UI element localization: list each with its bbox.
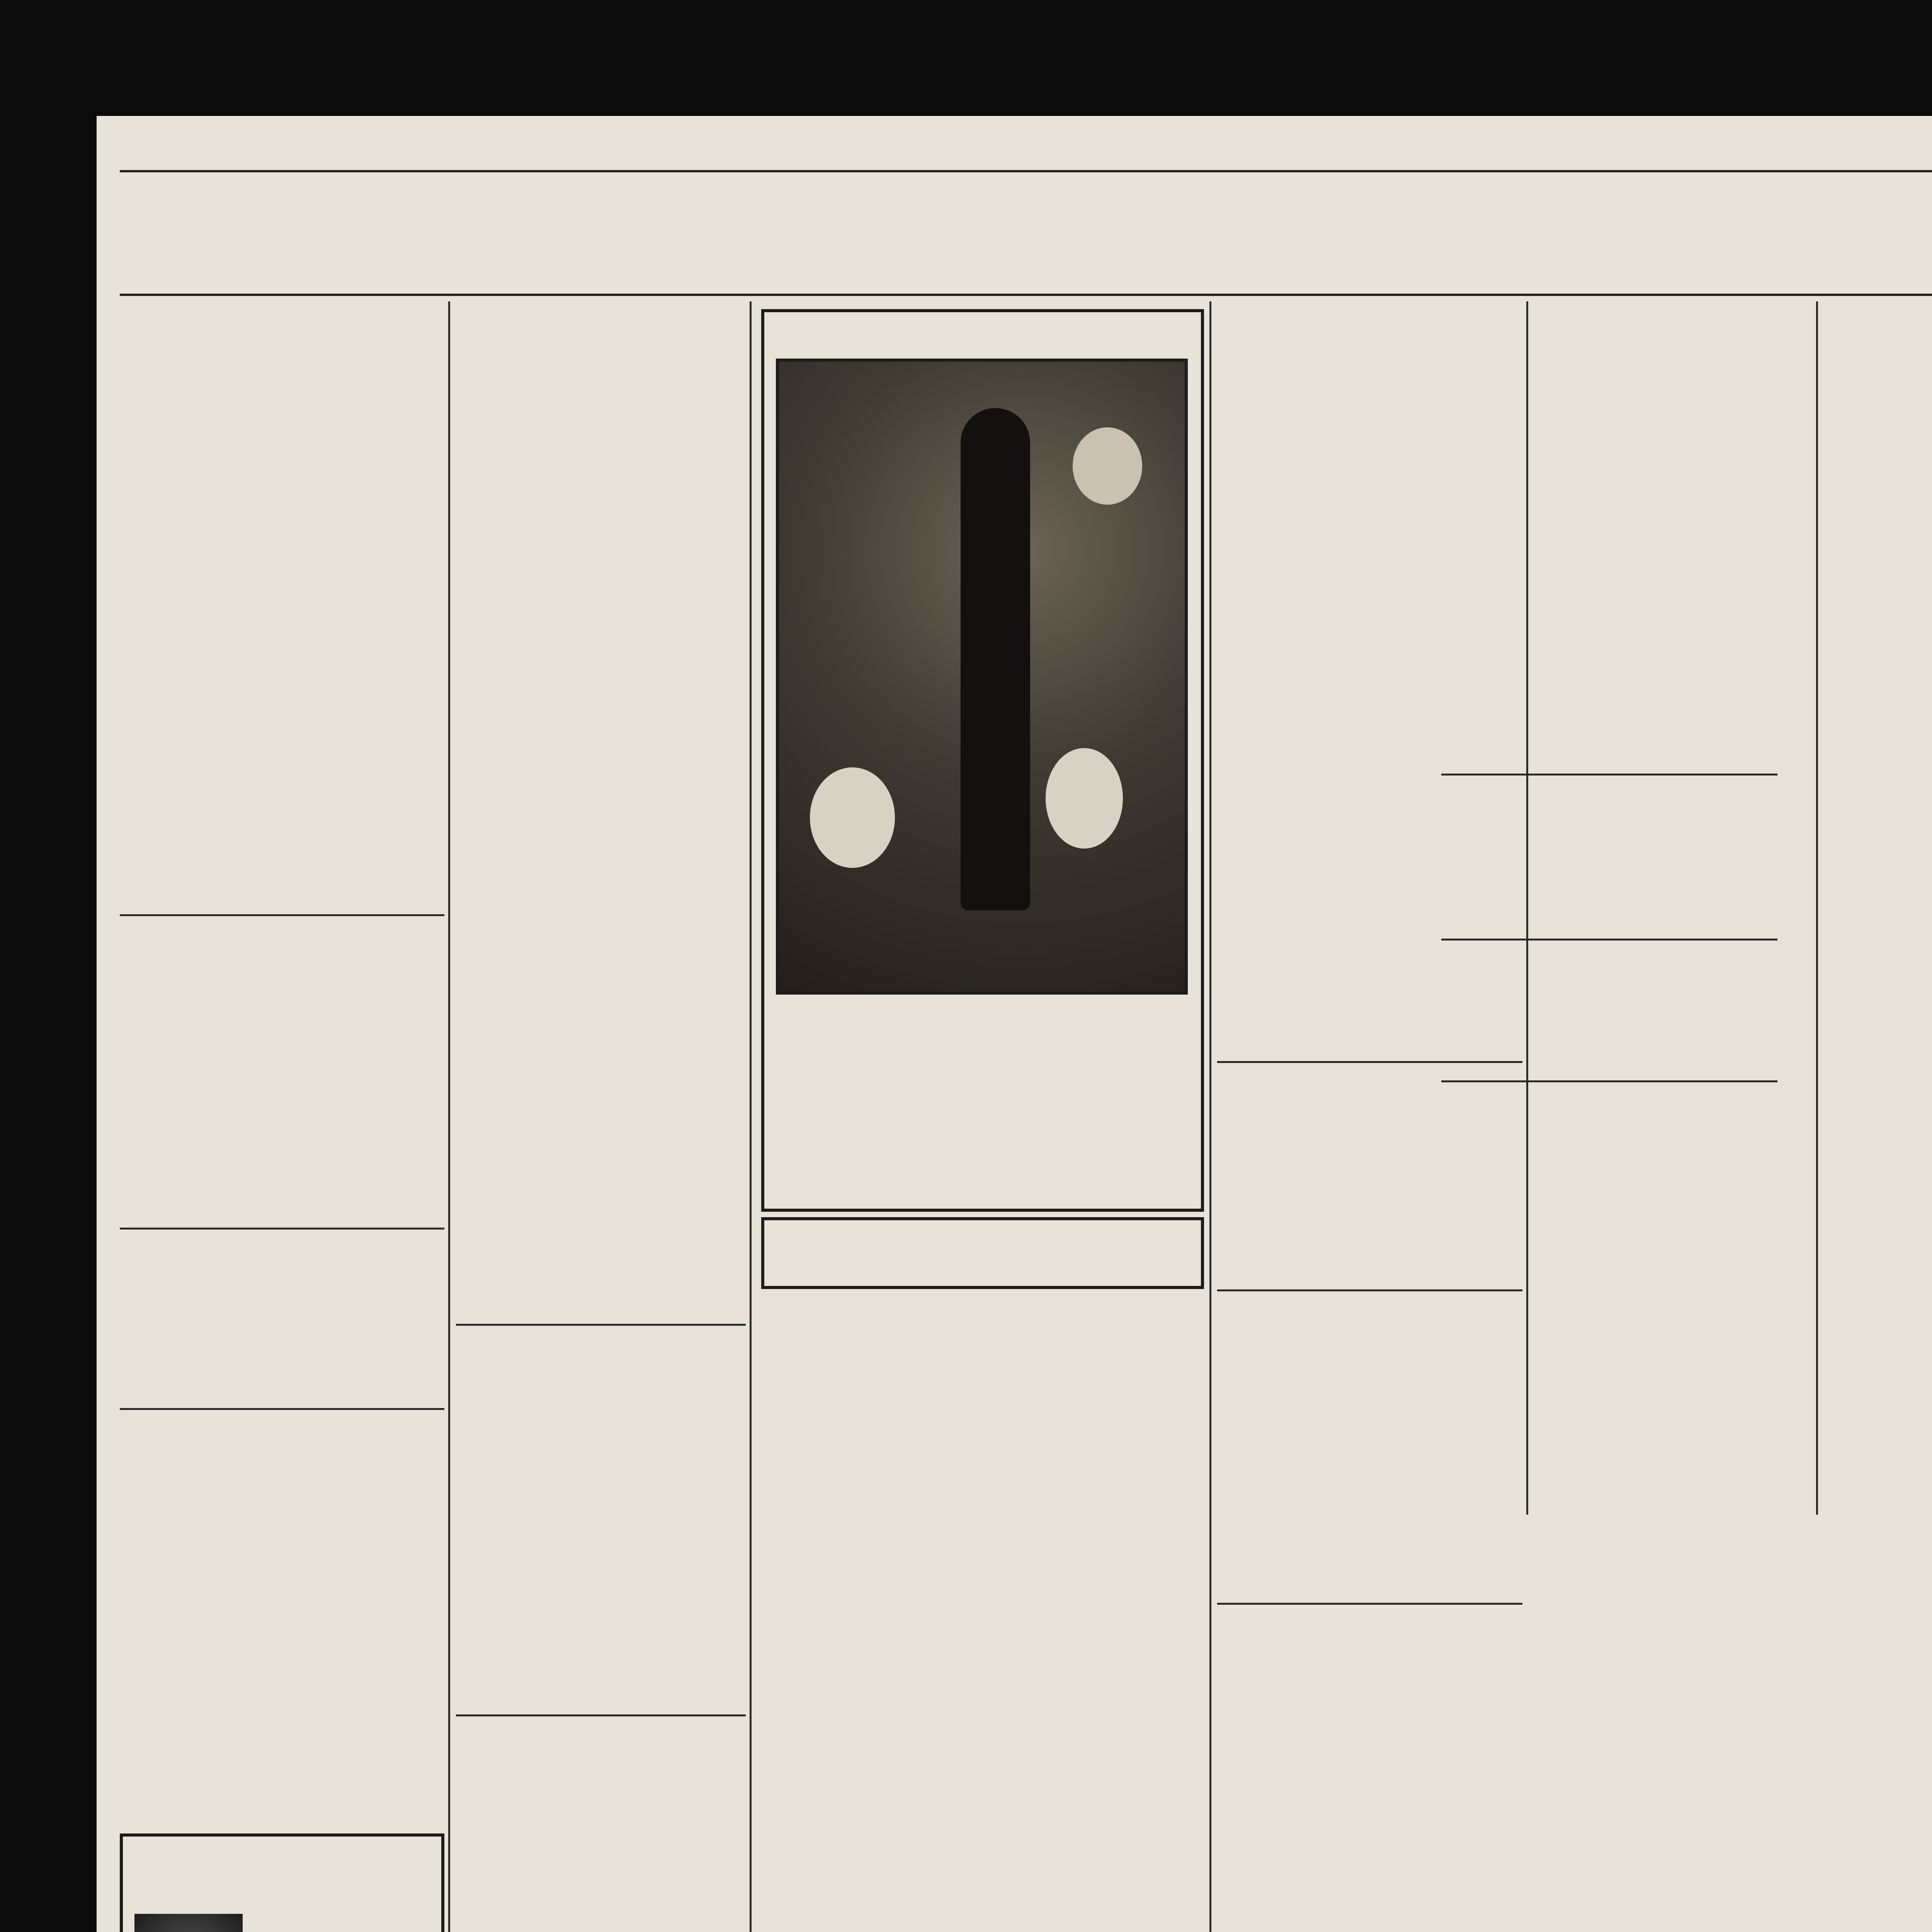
doll-shop-photograph (776, 359, 1188, 995)
article-rule (1441, 774, 1777, 776)
doll-figure (810, 767, 895, 868)
body-dolls (1443, 495, 1776, 766)
body-civic-cost (121, 926, 443, 1220)
column-divider (1209, 301, 1211, 1932)
ad-indigestion-body (121, 1420, 443, 1826)
article-rule (1441, 939, 1777, 940)
article-rule (456, 1714, 746, 1716)
article-rule (1441, 1080, 1777, 1082)
ear-illustration (134, 1914, 243, 1932)
column-divider (1816, 301, 1818, 1515)
masthead-rule (120, 170, 1932, 172)
article-rule (456, 1324, 746, 1326)
body-baldwin (121, 319, 443, 906)
mayor-figure (961, 408, 1030, 910)
body-wickett (1443, 949, 1776, 1073)
doll-shop-photo-frame (761, 309, 1204, 1212)
body-drama-league (457, 1336, 744, 1707)
churches-column-1 (763, 1298, 973, 1932)
column-divider (448, 301, 450, 1932)
doll-figure (1046, 748, 1123, 849)
ad-deafness (120, 1833, 444, 1932)
churches-column-2 (987, 1298, 1199, 1932)
body-midnight (457, 1726, 744, 1932)
banner-rule (120, 294, 1932, 296)
column-5 (1441, 487, 1777, 1646)
column-divider (750, 301, 752, 1932)
column-2 (456, 309, 746, 1932)
body-fireside (121, 1238, 443, 1400)
body-y-mens-club (457, 319, 744, 1316)
article-rule (120, 1408, 444, 1410)
ad-deafness-headline (123, 1837, 441, 1844)
churches-header-box (761, 1217, 1204, 1289)
body-king-george (1443, 784, 1776, 931)
photo-caption-block (776, 1000, 1182, 1009)
article-rule (120, 1228, 444, 1230)
article-rule (120, 914, 444, 916)
doll-figure (1073, 427, 1142, 505)
column-3 (757, 309, 1206, 1932)
column-1 (120, 309, 444, 1932)
body-suicide (1443, 1091, 1776, 1238)
